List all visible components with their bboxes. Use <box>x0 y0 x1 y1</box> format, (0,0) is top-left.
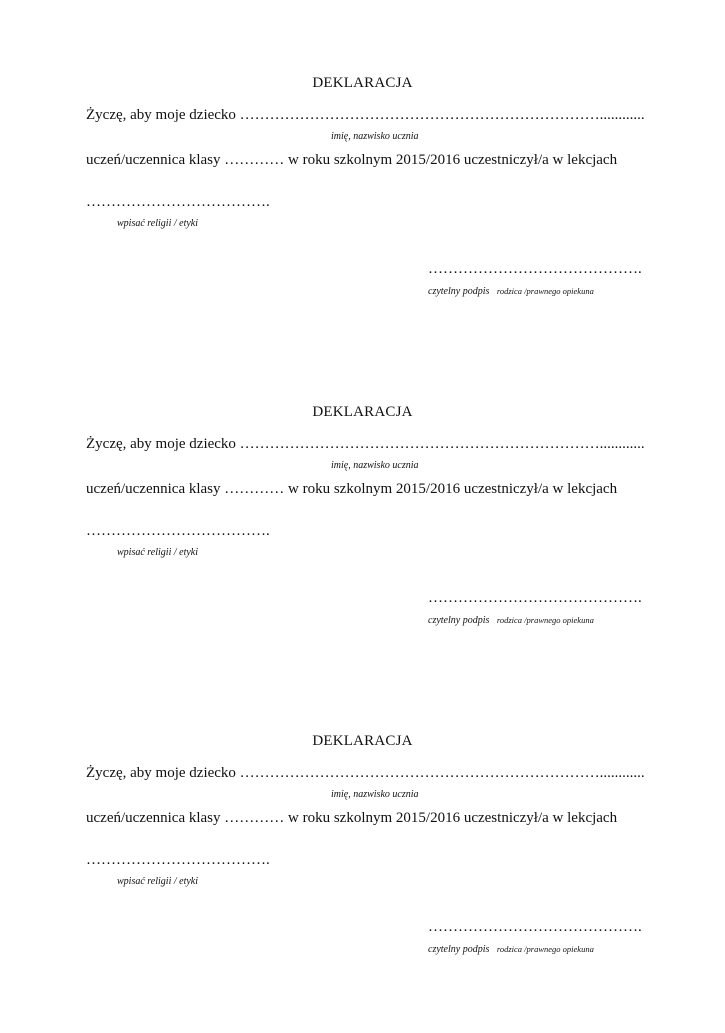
religion-fill-line: ………………………………. <box>86 194 270 210</box>
religion-ethics-hint: wpisać religii / etyki <box>117 547 199 558</box>
signature-hint-main: czytelny podpis <box>428 944 490 955</box>
student-name-hint: imię, nazwisko ucznia <box>331 789 419 800</box>
declaration-form-2 <box>0 404 725 704</box>
signature-hint-main: czytelny podpis <box>428 286 490 297</box>
signature-line: ……………………………………. <box>428 261 642 277</box>
declaration-title: DEKLARACJA <box>312 75 413 91</box>
student-name-hint: imię, nazwisko ucznia <box>331 460 419 471</box>
religion-ethics-hint: wpisać religii / etyki <box>117 218 199 229</box>
signature-hint <box>428 944 594 955</box>
wish-line: Życzę, aby moje dziecko ………………………………………………………………............ <box>86 765 645 781</box>
signature-line: ……………………………………. <box>428 919 642 935</box>
class-line: uczeń/uczennica klasy ………… w roku szkolnym 2015/2016 uczestniczył/a w lekcjach <box>86 152 618 168</box>
wish-line: Życzę, aby moje dziecko ………………………………………………………………............ <box>86 107 645 123</box>
declaration-form-3 <box>0 733 725 1033</box>
signature-hint-sub: rodzica /prawnego opiekuna <box>496 944 594 954</box>
signature-line: ……………………………………. <box>428 590 642 606</box>
signature-hint-main: czytelny podpis <box>428 615 490 626</box>
student-name-hint: imię, nazwisko ucznia <box>331 131 419 142</box>
wish-line: Życzę, aby moje dziecko ………………………………………………………………............ <box>86 436 645 452</box>
signature-hint <box>428 286 594 297</box>
religion-fill-line: ………………………………. <box>86 852 270 868</box>
religion-fill-line: ………………………………. <box>86 523 270 539</box>
class-line: uczeń/uczennica klasy ………… w roku szkolnym 2015/2016 uczestniczył/a w lekcjach <box>86 810 618 826</box>
declaration-title: DEKLARACJA <box>312 733 413 749</box>
declaration-form-1 <box>0 75 725 375</box>
signature-hint-sub: rodzica /prawnego opiekuna <box>496 615 594 625</box>
signature-hint-sub: rodzica /prawnego opiekuna <box>496 286 594 296</box>
religion-ethics-hint: wpisać religii / etyki <box>117 876 199 887</box>
signature-hint <box>428 615 594 626</box>
declaration-title: DEKLARACJA <box>312 404 413 420</box>
class-line: uczeń/uczennica klasy ………… w roku szkolnym 2015/2016 uczestniczył/a w lekcjach <box>86 481 618 497</box>
